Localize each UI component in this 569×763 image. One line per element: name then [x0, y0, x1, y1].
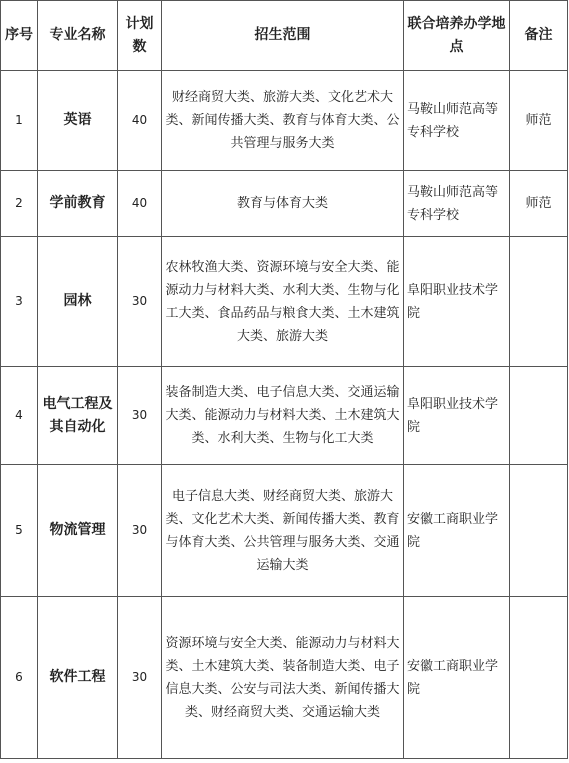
row-index: 4 — [1, 367, 38, 465]
enrollment-scope: 教育与体育大类 — [162, 171, 404, 237]
enrollment-scope: 资源环境与安全大类、能源动力与材料大类、土木建筑大类、装备制造大类、电子信息大类、公安与司法大类、新闻传播大类、财经商贸大类、交通运输大类 — [162, 597, 404, 759]
table-row — [1, 597, 568, 759]
joint-school: 阜阳职业技术学院 — [404, 237, 510, 367]
major-name: 物流管理 — [38, 465, 118, 597]
header-school: 联合培养办学地点 — [404, 1, 510, 71]
header-row — [1, 1, 568, 71]
table-row — [1, 465, 568, 597]
joint-school: 阜阳职业技术学院 — [404, 367, 510, 465]
row-index: 3 — [1, 237, 38, 367]
header-note: 备注 — [510, 1, 568, 71]
enrollment-scope: 财经商贸大类、旅游大类、文化艺术大类、新闻传播大类、教育与体育大类、公共管理与服务大类 — [162, 71, 404, 171]
remark: 师范 — [510, 171, 568, 237]
major-name: 园林 — [38, 237, 118, 367]
plan-count: 30 — [118, 237, 162, 367]
remark — [510, 597, 568, 759]
joint-school: 马鞍山师范高等专科学校 — [404, 71, 510, 171]
row-index: 2 — [1, 171, 38, 237]
row-index: 6 — [1, 597, 38, 759]
joint-school: 马鞍山师范高等专科学校 — [404, 171, 510, 237]
enrollment-scope: 农林牧渔大类、资源环境与安全大类、能源动力与材料大类、水利大类、生物与化工大类、食品药品与粮食大类、土木建筑大类、旅游大类 — [162, 237, 404, 367]
major-name: 软件工程 — [38, 597, 118, 759]
row-index: 1 — [1, 71, 38, 171]
table-row — [1, 237, 568, 367]
header-plan: 计划数 — [118, 1, 162, 71]
remark: 师范 — [510, 71, 568, 171]
plan-count: 40 — [118, 171, 162, 237]
joint-school: 安徽工商职业学院 — [404, 597, 510, 759]
header-idx: 序号 — [1, 1, 38, 71]
remark — [510, 367, 568, 465]
major-name: 电气工程及其自动化 — [38, 367, 118, 465]
row-index: 5 — [1, 465, 38, 597]
plan-count: 30 — [118, 597, 162, 759]
plan-count: 40 — [118, 71, 162, 171]
major-name: 英语 — [38, 71, 118, 171]
table-row — [1, 71, 568, 171]
table-row — [1, 367, 568, 465]
table-row — [1, 171, 568, 237]
header-major: 专业名称 — [38, 1, 118, 71]
joint-school: 安徽工商职业学院 — [404, 465, 510, 597]
enrollment-scope: 装备制造大类、电子信息大类、交通运输大类、能源动力与材料大类、土木建筑大类、水利大类、生物与化工大类 — [162, 367, 404, 465]
plan-count: 30 — [118, 465, 162, 597]
enrollment-scope: 电子信息大类、财经商贸大类、旅游大类、文化艺术大类、新闻传播大类、教育与体育大类、公共管理与服务大类、交通运输大类 — [162, 465, 404, 597]
remark — [510, 465, 568, 597]
major-name: 学前教育 — [38, 171, 118, 237]
remark — [510, 237, 568, 367]
header-scope: 招生范围 — [162, 1, 404, 71]
plan-count: 30 — [118, 367, 162, 465]
